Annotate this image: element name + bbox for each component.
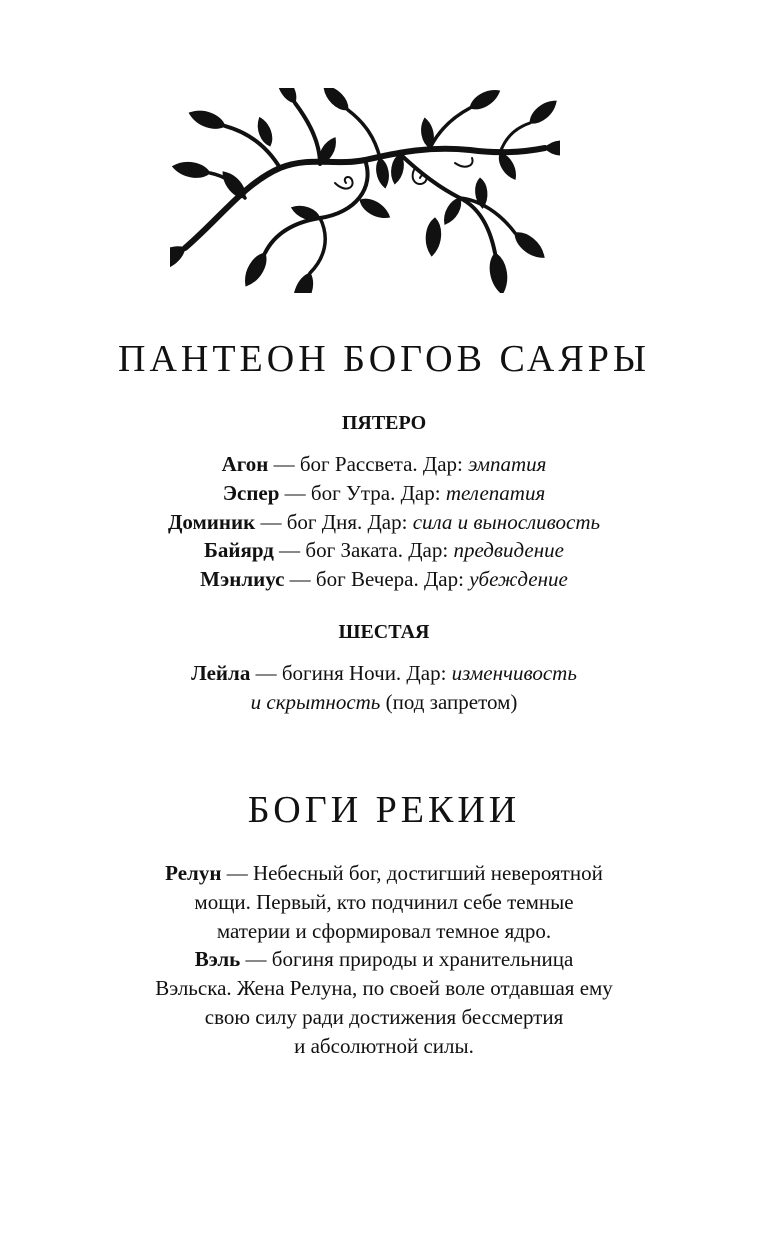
- god-gift: изменчивость: [451, 661, 577, 685]
- god-name: Байярд: [204, 538, 274, 563]
- god-name: Вэль: [194, 947, 241, 972]
- sixth-god-entry: [0, 659, 768, 717]
- god-gift: телепатия: [445, 480, 546, 505]
- pantheon-title: ПАНТЕОН БОГОВ САЯРЫ: [118, 338, 650, 380]
- rekia-gods-list: [0, 859, 768, 1061]
- god-name: Лейла: [191, 661, 251, 685]
- god-gift: предвидение: [453, 538, 564, 563]
- god-gift: эмпатия: [468, 452, 547, 476]
- five-gods-heading: ПЯТЕРО: [341, 412, 427, 434]
- god-entry-agon: [0, 450, 768, 479]
- sixth-god-line-1: [0, 659, 768, 688]
- god-desc: — бог Вечера. Дар:: [284, 567, 470, 592]
- vel-line-3: свою силу ради достижения бессмертия: [204, 1004, 564, 1029]
- god-name: Мэнлиус: [200, 567, 285, 592]
- god-name: Доминик: [167, 509, 256, 534]
- god-gift: убеждение: [469, 567, 568, 592]
- relun-line-2: мощи. Первый, кто подчинил себе темные: [194, 889, 574, 914]
- god-desc: — бог Дня. Дар:: [255, 509, 413, 534]
- relun-line-3: материи и сформировал темное ядро.: [216, 918, 552, 943]
- forbidden-note: (под запретом): [380, 689, 518, 714]
- god-entry-esper: [0, 479, 768, 508]
- god-entry-dominik: [0, 508, 768, 537]
- god-desc: — богиня Ночи. Дар:: [250, 661, 452, 685]
- god-desc: — бог Заката. Дар:: [273, 538, 454, 563]
- god-gift: и скрытность: [250, 689, 381, 714]
- god-name: Эспер: [222, 480, 280, 505]
- god-name: Релун: [165, 861, 222, 885]
- vel-line-1: [0, 945, 768, 974]
- vel-line-2: Вэльска. Жена Релуна, по своей воле отдавшая ему: [155, 976, 613, 1001]
- sixth-god-line-2: [0, 688, 768, 717]
- god-entry-manlius: [0, 565, 768, 594]
- god-desc: — бог Утра. Дар:: [279, 480, 446, 505]
- god-gift: сила и выносливость: [412, 509, 601, 534]
- sixth-god-heading: ШЕСТАЯ: [338, 621, 430, 643]
- god-name: Агон: [221, 452, 269, 476]
- rekia-gods-title: БОГИ РЕКИИ: [247, 789, 521, 831]
- leafy-vine-ornament-icon: [170, 88, 560, 293]
- vel-line-4: и абсолютной силы.: [294, 1033, 474, 1058]
- god-desc: — бог Рассвета. Дар:: [268, 452, 469, 476]
- god-entry-bayard: [0, 536, 768, 565]
- god-desc: — Небесный бог, достигший невероятной: [221, 861, 603, 885]
- relun-line-1: [0, 859, 768, 888]
- god-desc: — богиня природы и хранительница: [240, 947, 574, 972]
- five-gods-list: [0, 450, 768, 594]
